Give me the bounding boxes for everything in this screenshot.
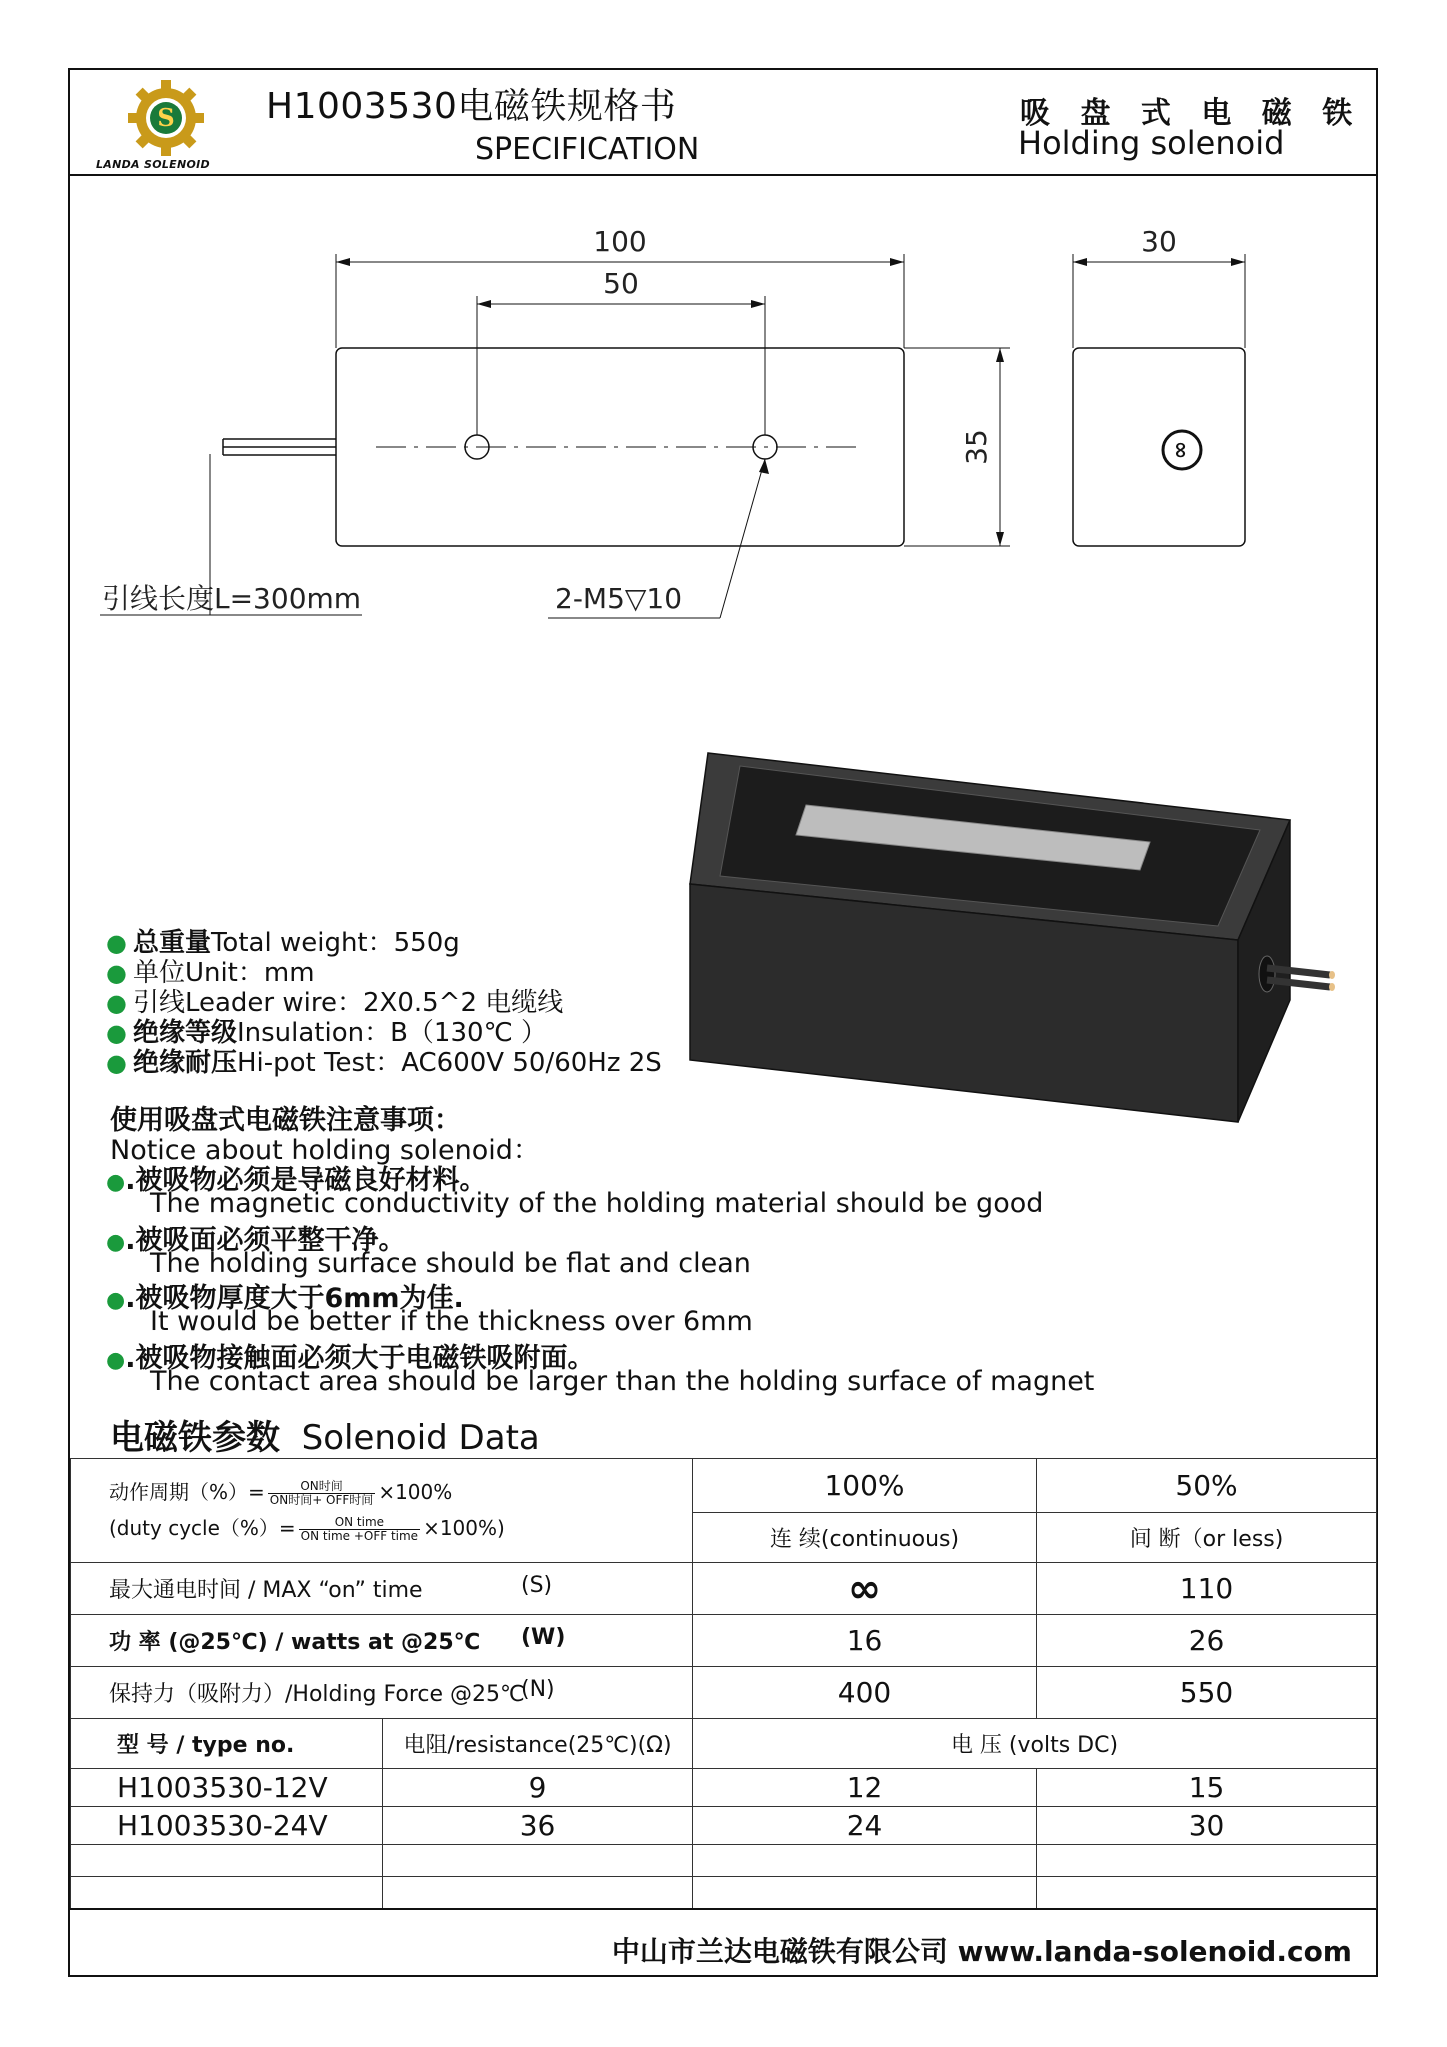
thread-callout-label: 2-M5▽10 <box>555 582 683 615</box>
watts-50: 26 <box>1037 1615 1377 1667</box>
spec-unit: ● 单位Unit：mm <box>106 958 315 988</box>
max-on-time-100: ∞ <box>693 1563 1037 1615</box>
model-voltage-100: 12 <box>693 1769 1037 1807</box>
dim-50-label: 50 <box>603 267 639 300</box>
intermittent-header: 间 断（or less) <box>1037 1513 1377 1563</box>
model-resistance: 9 <box>383 1769 693 1807</box>
notice-item-en: The contact area should be larger than the holding surface of magnet <box>150 1366 1095 1397</box>
table-row <box>71 1807 1377 1845</box>
notice-title-cn: 使用吸盘式电磁铁注意事项： <box>110 1105 461 1136</box>
bullet-icon: ● <box>106 1170 126 1195</box>
table-row <box>71 1615 1377 1667</box>
side-view-body <box>1073 348 1245 546</box>
model-voltage-50: 15 <box>1037 1769 1377 1807</box>
front-view-body <box>336 348 904 546</box>
duty-100-header: 100% <box>693 1459 1037 1513</box>
bullet-icon: ● <box>106 1019 127 1047</box>
bullet-icon: ● <box>106 1049 127 1077</box>
table-row <box>71 1667 1377 1719</box>
max-on-time-50: 110 <box>1037 1563 1377 1615</box>
notice-item-cn: ●.被吸面必须平整干净。 <box>106 1225 406 1256</box>
bullet-icon: ● <box>106 1230 126 1255</box>
bullet-icon: ● <box>106 959 127 987</box>
resistance-header: 电阻/resistance(25℃)(Ω) <box>383 1719 693 1769</box>
dim-100-label: 100 <box>593 225 647 258</box>
notice-item-cn: ●.被吸物必须是导磁良好材料。 <box>106 1165 487 1196</box>
model-type: H1003530-12V <box>71 1769 383 1807</box>
holding-force-100: 400 <box>693 1667 1037 1719</box>
table-row <box>71 1719 1377 1769</box>
spec-insulation: ● 绝缘等级Insulation：B（130℃ ） <box>106 1018 548 1048</box>
spec-weight: ● 总重量Total weight：550g <box>106 928 460 958</box>
param-label: 最大通电时间 / MAX “on” time (S) <box>71 1563 693 1615</box>
solenoid-data-title: 电磁铁参数 Solenoid Data <box>110 1418 540 1458</box>
document-title: H1003530电磁铁规格书 <box>266 86 677 127</box>
type-header: 型 号 / type no. <box>71 1719 383 1769</box>
company-footer: 中山市兰达电磁铁有限公司 www.landa-solenoid.com <box>611 1935 1352 1968</box>
product-kind-cn: 吸 盘 式 电 磁 铁 <box>1020 96 1363 131</box>
table-row <box>71 1563 1377 1615</box>
duty-cycle-formula: 动作周期（%）= $\frac{\text{ON时间}}{\text{ON时间+ OFF时间}}$ ×100% (duty cycle（%）= $\frac{\text{ON time}}{\text{ON time +OFF time}}$ ×100%) <box>71 1459 693 1563</box>
notice-item-en: The magnetic conductivity of the holding material should be good <box>150 1188 1044 1219</box>
solenoid-data-table <box>70 1458 1377 1909</box>
footer-divider <box>70 1908 1376 1910</box>
notice-item-en: The holding surface should be flat and clean <box>150 1248 751 1279</box>
voltage-header: 电 压 (volts DC) <box>693 1719 1377 1769</box>
model-voltage-50: 30 <box>1037 1807 1377 1845</box>
watts-100: 16 <box>693 1615 1037 1667</box>
model-resistance: 36 <box>383 1807 693 1845</box>
dim-30-label: 30 <box>1141 225 1177 258</box>
dim-35-label: 35 <box>960 429 993 465</box>
table-row <box>71 1769 1377 1807</box>
model-voltage-100: 24 <box>693 1807 1037 1845</box>
spec-sheet-frame <box>68 68 1378 1977</box>
logo-text: LANDA SOLENOID <box>96 158 210 171</box>
param-label: 功 率 (@25℃) / watts at @25℃ (W) <box>71 1615 693 1667</box>
duty-50-header: 50% <box>1037 1459 1377 1513</box>
notice-item-en: It would be better if the thickness over 6mm <box>150 1306 753 1337</box>
spec-leader-wire: ● 引线Leader wire：2X0.5^2 电缆线 <box>106 988 564 1018</box>
notice-item-cn: ●.被吸物接触面必须大于电磁铁吸附面。 <box>106 1343 595 1374</box>
bullet-icon: ● <box>106 929 127 957</box>
lead-length-label: 引线长度L=300mm <box>102 582 362 615</box>
product-kind-en: Holding solenoid <box>1018 124 1285 162</box>
notice-title-en: Notice about holding solenoid： <box>110 1135 540 1166</box>
table-row-empty <box>71 1845 1377 1877</box>
bullet-icon: ● <box>106 1288 126 1313</box>
document-subtitle: SPECIFICATION <box>475 132 700 167</box>
param-label: 保持力（吸附力）/Holding Force @25℃ (N) <box>71 1667 693 1719</box>
model-type: H1003530-24V <box>71 1807 383 1845</box>
bullet-icon: ● <box>106 989 127 1017</box>
table-row-empty <box>71 1877 1377 1909</box>
holding-force-50: 550 <box>1037 1667 1377 1719</box>
wire-exit-mark: ∞ <box>1168 440 1193 460</box>
svg-text:S: S <box>157 103 175 132</box>
spec-hipot: ● 绝缘耐压Hi-pot Test：AC600V 50/60Hz 2S <box>106 1048 662 1078</box>
continuous-header: 连 续(continuous) <box>693 1513 1037 1563</box>
bullet-icon: ● <box>106 1348 126 1373</box>
notice-item-cn: ●.被吸物厚度大于6mm为佳. <box>106 1283 464 1314</box>
table-row <box>71 1459 1377 1513</box>
product-3d-render <box>690 753 1335 1122</box>
